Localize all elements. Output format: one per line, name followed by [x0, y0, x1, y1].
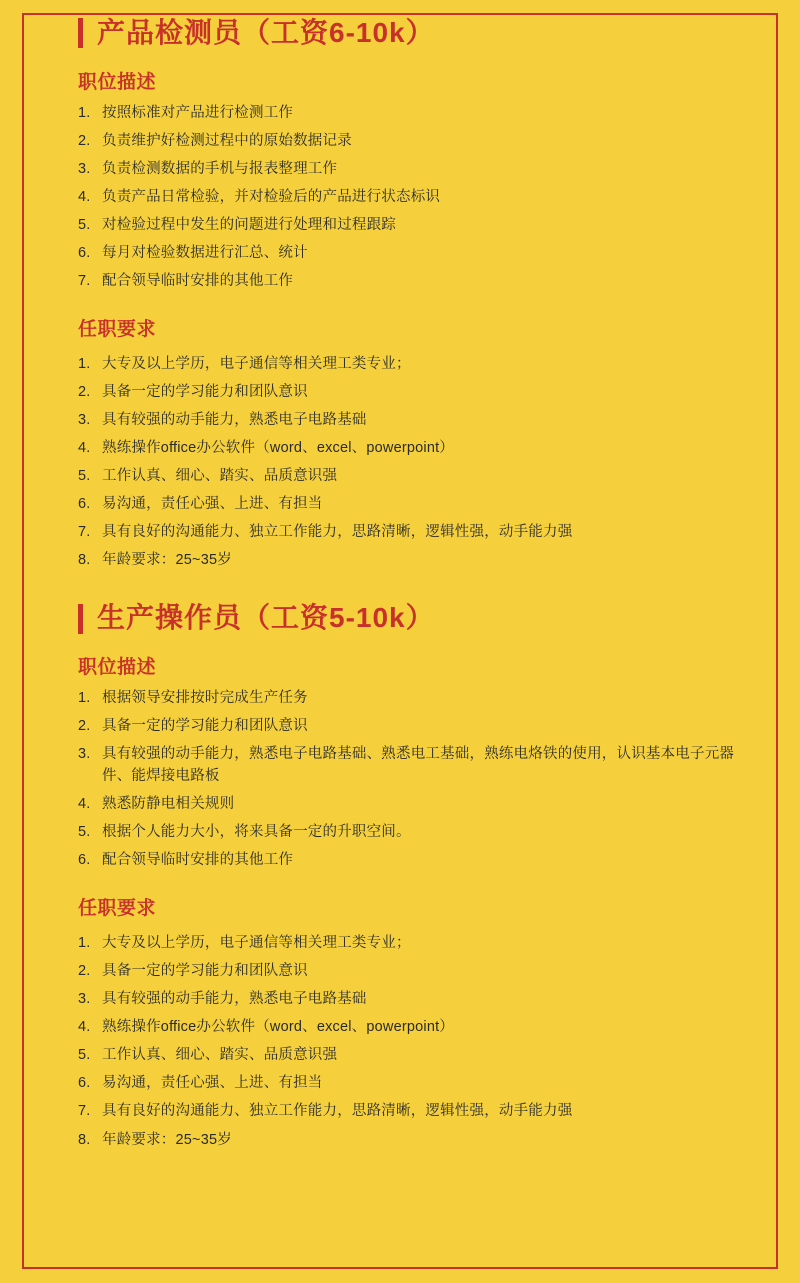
job-description-list — [78, 687, 744, 871]
list-item — [78, 715, 744, 737]
list-item-text: 具有较强的动手能力，熟悉电子电路基础、熟悉电工基础，熟练电烙铁的使用，认识基本电子元器件、能焊接电路板 — [102, 746, 735, 785]
list-item-text: 配合领导临时安排的其他工作 — [102, 852, 294, 869]
list-item-text: 配合领导临时安排的其他工作 — [102, 272, 294, 289]
section-heading-requirements: 任职要求 — [78, 898, 157, 920]
list-item — [78, 1072, 744, 1094]
list-item-number: 6. — [78, 496, 91, 513]
list-item-number: 3. — [78, 160, 91, 177]
list-item-text: 具有较强的动手能力，熟悉电子电路基础 — [102, 991, 367, 1008]
list-item-number: 3. — [78, 991, 91, 1008]
list-item-number: 4. — [78, 188, 91, 205]
list-item-number: 1. — [78, 690, 91, 707]
list-item — [78, 793, 744, 815]
list-item — [78, 743, 744, 787]
list-item-text: 具备一定的学习能力和团队意识 — [102, 718, 308, 735]
list-item — [78, 521, 744, 543]
job-description-list — [78, 102, 744, 292]
section-heading-description: 职位描述 — [78, 657, 157, 679]
list-item-text: 熟练操作office办公软件（word、excel、powerpoint） — [102, 440, 455, 457]
list-item-number: 3. — [78, 746, 91, 763]
list-item-text: 易沟通，责任心强、上进、有担当 — [102, 496, 323, 513]
list-item — [78, 849, 744, 871]
list-item-text: 每月对检验数据进行汇总、统计 — [102, 244, 308, 261]
list-item-number: 3. — [78, 412, 91, 429]
list-item — [78, 381, 744, 403]
list-item — [78, 465, 744, 487]
list-item — [78, 1016, 744, 1038]
list-item-text: 根据领导安排按时完成生产任务 — [102, 690, 308, 707]
list-item — [78, 687, 744, 709]
list-item-text: 熟悉防静电相关规则 — [102, 796, 235, 813]
list-item-text: 具有良好的沟通能力、独立工作能力，思路清晰，逻辑性强，动手能力强 — [102, 524, 573, 541]
list-item-number: 7. — [78, 1103, 91, 1120]
list-item-number: 6. — [78, 1075, 91, 1092]
list-item-number: 5. — [78, 468, 91, 485]
section-heading-requirements: 任职要求 — [78, 319, 157, 341]
list-item — [78, 549, 744, 571]
list-item — [78, 409, 744, 431]
list-item — [78, 270, 744, 292]
list-item-number: 6. — [78, 852, 91, 869]
list-item — [78, 242, 744, 264]
list-item-number: 5. — [78, 824, 91, 841]
list-item-number: 5. — [78, 1047, 91, 1064]
list-item-text: 具备一定的学习能力和团队意识 — [102, 384, 308, 401]
section-heading-description: 职位描述 — [78, 71, 157, 93]
list-item — [78, 1129, 744, 1151]
list-item-text: 具备一定的学习能力和团队意识 — [102, 963, 308, 980]
list-item-number: 6. — [78, 244, 91, 261]
list-item — [78, 186, 744, 208]
list-item-text: 工作认真、细心、踏实、品质意识强 — [102, 1047, 338, 1064]
list-item-number: 7. — [78, 524, 91, 541]
list-item — [78, 960, 744, 982]
list-item — [78, 821, 744, 843]
list-item-number: 8. — [78, 1131, 91, 1148]
list-item-text: 大专及以上学历，电子通信等相关理工类专业； — [102, 935, 411, 952]
job-requirements-list — [78, 932, 744, 1150]
list-item — [78, 1100, 744, 1122]
list-item — [78, 130, 744, 152]
title-accent-bar — [78, 18, 83, 48]
list-item — [78, 493, 744, 515]
list-item — [78, 102, 744, 124]
list-item-number: 4. — [78, 796, 91, 813]
list-item — [78, 437, 744, 459]
list-item-number: 2. — [78, 132, 91, 149]
list-item — [78, 214, 744, 236]
job-title: 产品检测员（工资6-10k） — [97, 17, 435, 48]
list-item — [78, 353, 744, 375]
list-item-number: 1. — [78, 104, 91, 121]
list-item-text: 按照标准对产品进行检测工作 — [102, 104, 294, 121]
list-item-text: 对检验过程中发生的问题进行处理和过程跟踪 — [102, 216, 396, 233]
list-item-number: 2. — [78, 384, 91, 401]
list-item-number: 4. — [78, 1019, 91, 1036]
title-accent-bar — [78, 604, 83, 634]
job-title-row — [78, 18, 744, 49]
list-item-number: 2. — [78, 718, 91, 735]
section-spacer — [78, 577, 744, 603]
list-item-number: 1. — [78, 356, 91, 373]
list-item-text: 工作认真、细心、踏实、品质意识强 — [102, 468, 338, 485]
job-title: 生产操作员（工资5-10k） — [97, 602, 435, 634]
list-item-text: 负责检测数据的手机与报表整理工作 — [102, 160, 338, 177]
list-item-text: 熟练操作office办公软件（word、excel、powerpoint） — [102, 1019, 455, 1036]
list-item — [78, 932, 744, 954]
list-item-text: 年龄要求：25~35岁 — [102, 1131, 232, 1148]
job-listing — [78, 18, 744, 571]
list-item-text: 易沟通，责任心强、上进、有担当 — [102, 1075, 323, 1092]
job-listing — [78, 603, 744, 1150]
list-item — [78, 988, 744, 1010]
list-item-number: 8. — [78, 552, 91, 569]
list-item-text: 负责产品日常检验，并对检验后的产品进行状态标识 — [102, 188, 441, 205]
job-requirements-list — [78, 353, 744, 571]
list-item-number: 7. — [78, 272, 91, 289]
list-item-text: 大专及以上学历，电子通信等相关理工类专业； — [102, 356, 411, 373]
list-item-number: 5. — [78, 216, 91, 233]
list-item-text: 负责维护好检测过程中的原始数据记录 — [102, 132, 352, 149]
list-item — [78, 158, 744, 180]
list-item-number: 4. — [78, 440, 91, 457]
list-item-text: 年龄要求：25~35岁 — [102, 552, 232, 569]
list-item-number: 2. — [78, 963, 91, 980]
list-item-text: 具有良好的沟通能力、独立工作能力，思路清晰，逻辑性强，动手能力强 — [102, 1103, 573, 1120]
list-item-text: 具有较强的动手能力，熟悉电子电路基础 — [102, 412, 367, 429]
list-item-text: 根据个人能力大小，将来具备一定的升职空间。 — [102, 824, 411, 841]
job-title-row — [78, 603, 744, 634]
list-item — [78, 1044, 744, 1066]
list-item-number: 1. — [78, 935, 91, 952]
